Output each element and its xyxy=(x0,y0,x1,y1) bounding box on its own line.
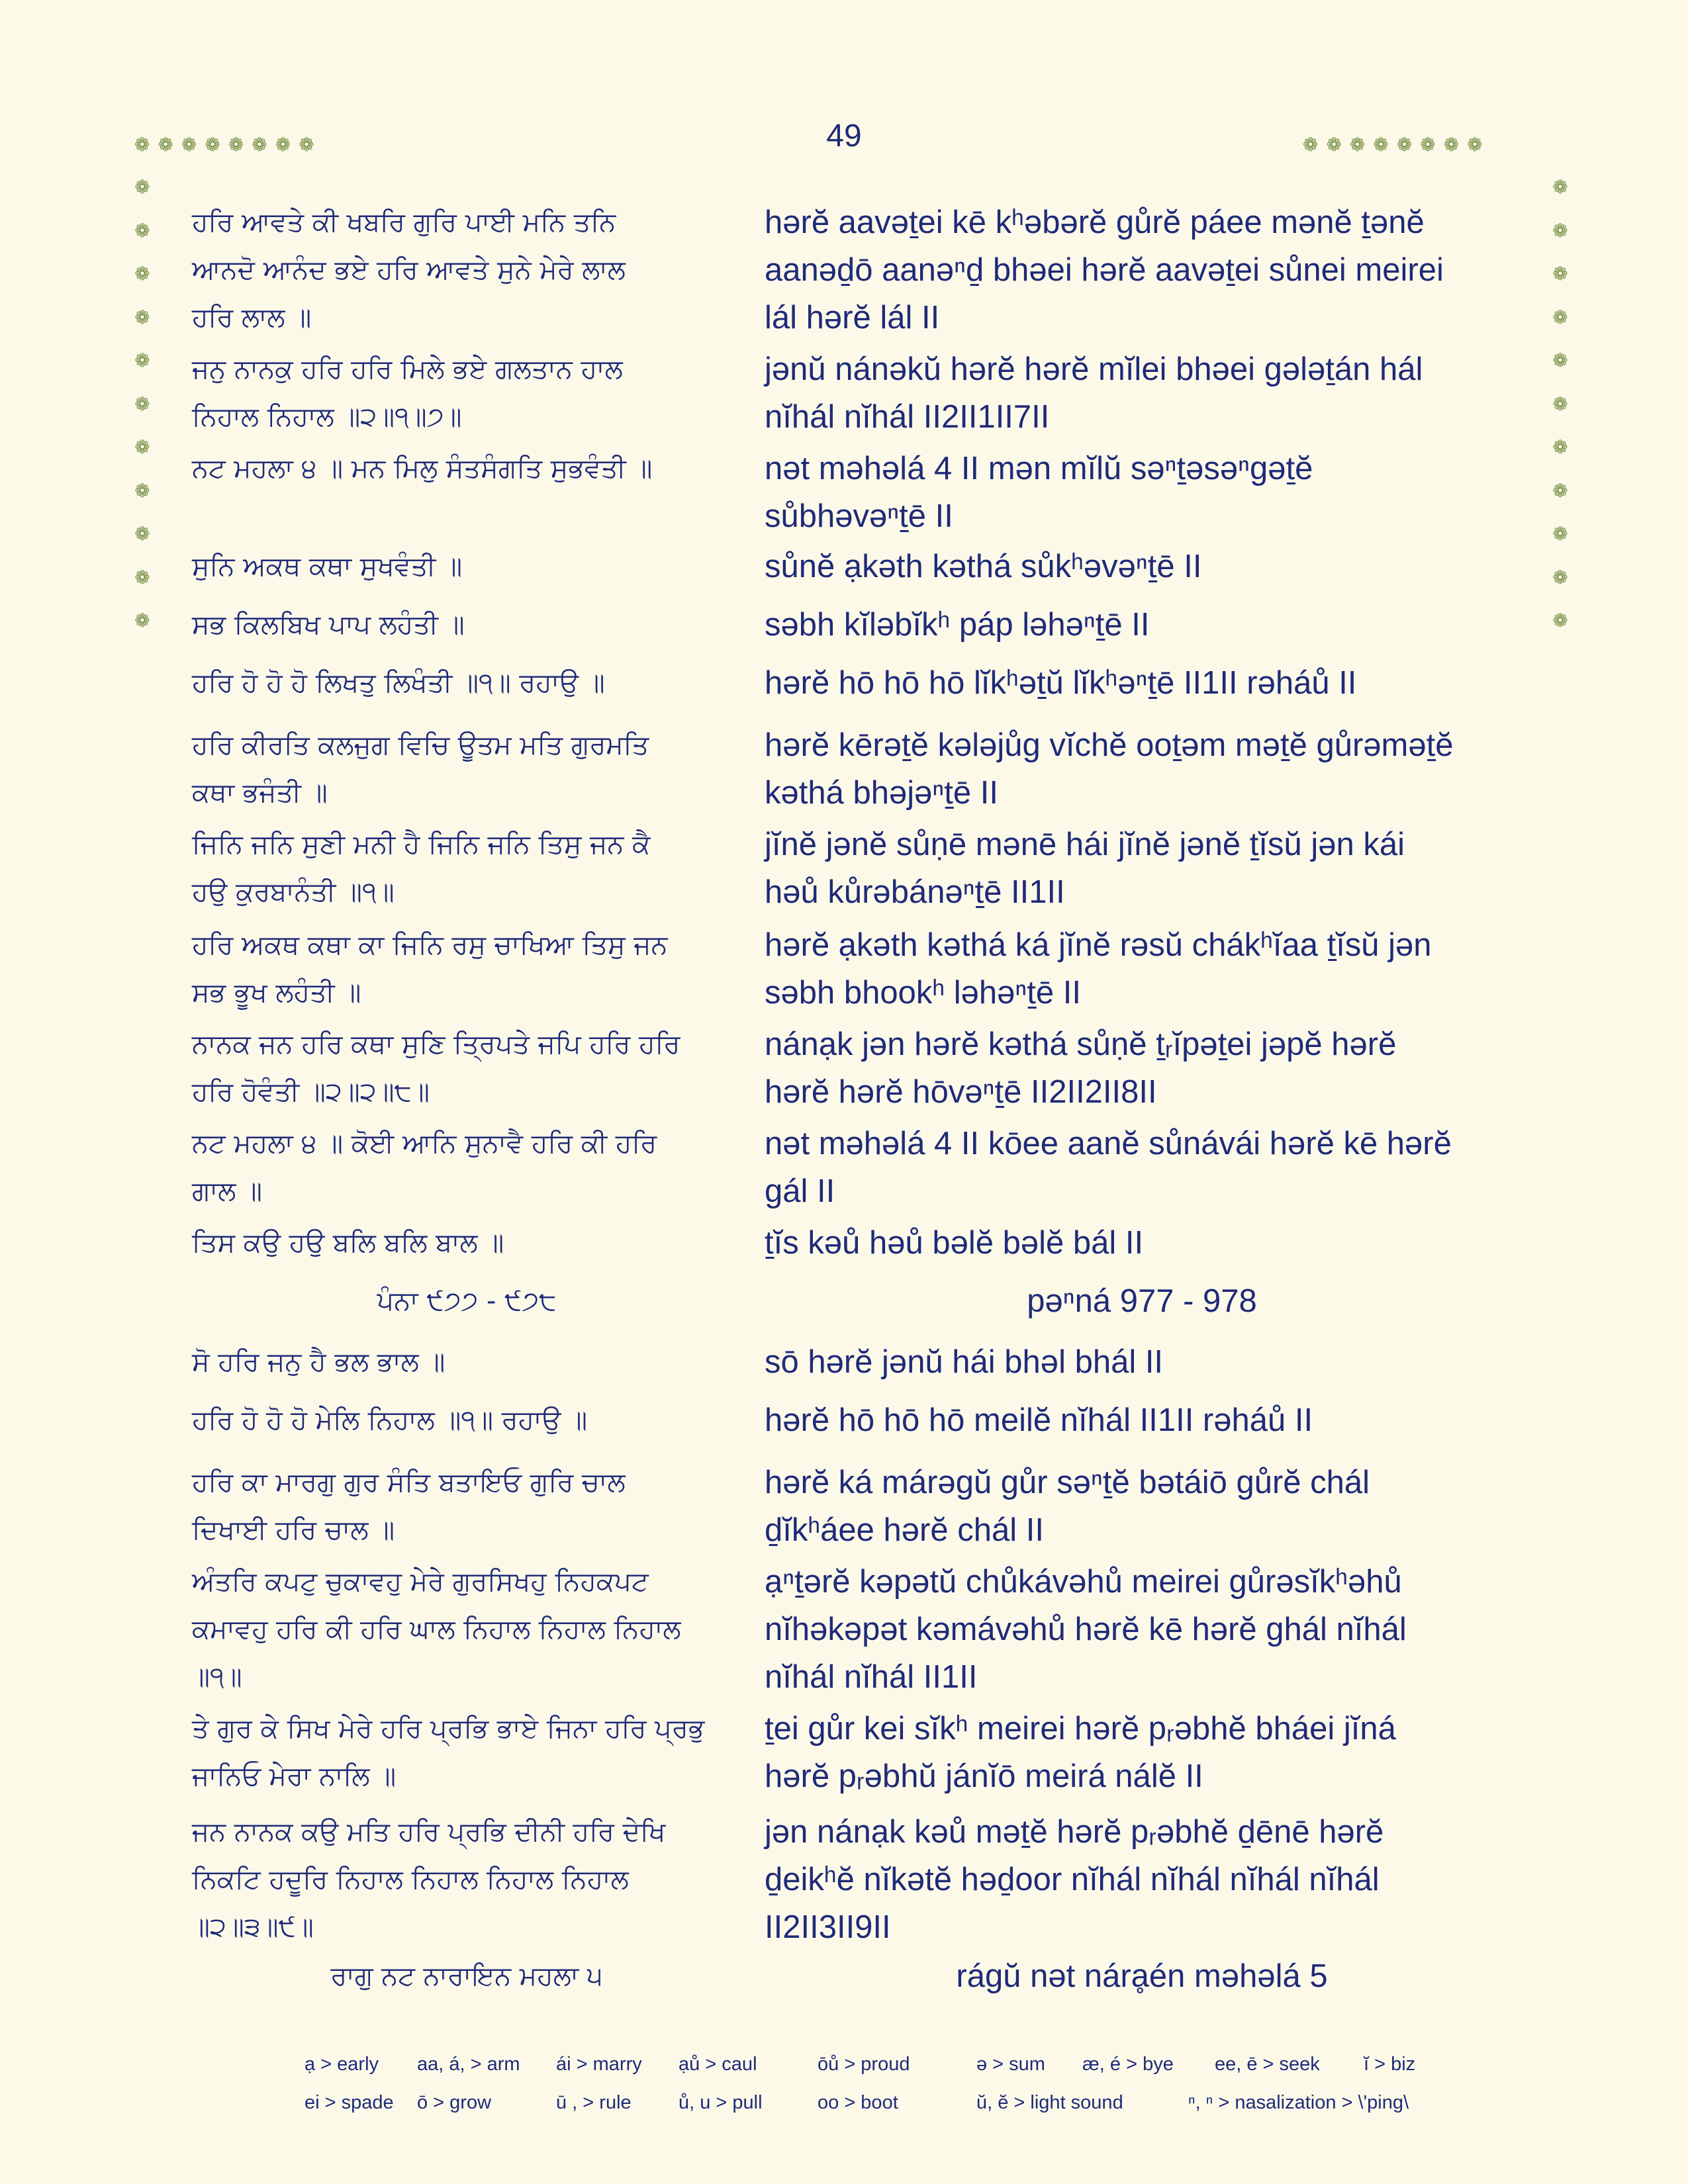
legend-item: ei > spade xyxy=(305,2091,394,2113)
gurmukhi-line: ਤੇ ਗੁਰ ਕੇ ਸਿਖ ਮੇਰੇ ਹਰਿ ਪ੍ਰਭਿ ਭਾਏ ਜਿਨਾ ਹਰਿ ਪ੍ਰਭੁ ਜਾਨਿਓ ਮੇਰਾ ਨਾਲਿ ॥ xyxy=(192,1713,705,1792)
gurmukhi-line: ਤਿਸ ਕਉ ਹਉ ਬਲਿ ਬਲਿ ਬਾਲ ॥ xyxy=(192,1228,504,1258)
legend-item: ōů > proud xyxy=(818,2053,910,2075)
ornament-column-left-icon: ❁ ❁ ❁ ❁ ❁ ❁ ❁ ❁ ❁ ❁ ❁ xyxy=(134,176,150,631)
transliteration-line: ṯei gůr kei sĭkʰ meirei hərĕ pᵣəbhĕ bháei jĭná hərĕ pᵣəbhŭ jánĭō meirá nálĕ II xyxy=(765,1711,1396,1794)
gurmukhi-line: ਨਾਨਕ ਜਨ ਹਰਿ ਕਥਾ ਸੁਣਿ ਤ੍ਰਿਪਤੇ ਜਪਿ ਹਰਿ ਹਰਿ ਹਰਿ ਹੋਵੰਤੀ ॥੨॥੨॥੮॥ xyxy=(192,1029,680,1107)
transliteration-line: jĭnĕ jənĕ sůṇē mənē hái jĭnĕ jənĕ ṯĭsŭ jən kái həů kůrəbánəⁿṯē II1II xyxy=(765,827,1405,910)
gurmukhi-line: ਜਨੁ ਨਾਨਕੁ ਹਰਿ ਹਰਿ ਮਿਲੇ ਭਏ ਗਲਤਾਨ ਹਾਲ ਨਿਹਾਲ ਨਿਹਾਲ ॥੨॥੧॥੭॥ xyxy=(192,354,623,432)
legend-item: aa, á, > arm xyxy=(417,2053,520,2075)
transliteration-line: jənŭ nánəkŭ hərĕ hərĕ mĭlei bhəei gələṯán hál nĭhál nĭhál II2II1II7II xyxy=(765,351,1423,435)
page-number: 49 xyxy=(826,118,862,154)
ornament-row-right-icon: ❁❁❁❁❁❁❁❁ xyxy=(1303,134,1491,156)
gurmukhi-line: ਸੁਨਿ ਅਕਥ ਕਥਾ ਸੁਖਵੰਤੀ ॥ xyxy=(192,551,463,582)
page-marker-gurmukhi: ਪੰਨਾ ੯੭੭ - ੯੭੮ xyxy=(377,1286,557,1316)
gurmukhi-line: ਅੰਤਰਿ ਕਪਟੁ ਚੁਕਾਵਹੁ ਮੇਰੇ ਗੁਰਸਿਖਹੁ ਨਿਹਕਪਟ ਕਮਾਵਹੁ ਹਰਿ ਕੀ ਹਰਿ ਘਾਲ ਨਿਹਾਲ ਨਿਹਾਲ ਨਿਹਾਲ ॥੧॥ xyxy=(192,1567,681,1692)
raag-heading-gurmukhi: ਰਾਗੁ ਨਟ ਨਾਰਾਇਨ ਮਹਲਾ ੫ xyxy=(330,1961,603,1991)
gurmukhi-line: ਸੋ ਹਰਿ ਜਨੁ ਹੈ ਭਲ ਭਾਲ ॥ xyxy=(192,1347,445,1377)
gurmukhi-line: ਹਰਿ ਕੀਰਤਿ ਕਲਜੁਗ ਵਿਚਿ ਊਤਮ ਮਤਿ ਗੁਰਮਤਿ ਕਥਾ ਭਜੰਤੀ ॥ xyxy=(192,730,649,808)
legend-item: ō > grow xyxy=(417,2091,492,2113)
gurmukhi-line: ਜਨ ਨਾਨਕ ਕਉ ਮਤਿ ਹਰਿ ਪ੍ਰਭਿ ਦੀਨੀ ਹਰਿ ਦੇਖਿ ਨਿਕਟਿ ਹਦੂਰਿ ਨਿਹਾਲ ਨਿਹਾਲ ਨਿਹਾਲ ਨਿਹਾਲ ॥੨॥੩॥੯॥ xyxy=(192,1817,666,1942)
gurmukhi-line: ਹਰਿ ਹੋ ਹੋ ਹੋ ਮੇਲਿ ਨਿਹਾਲ ॥੧॥ ਰਹਾਉ ॥ xyxy=(192,1405,588,1435)
transliteration-line: hərĕ hō hō hō lĭkʰəṯŭ lĭkʰəⁿṯē II1II rəháů II xyxy=(765,665,1357,701)
raag-heading-transliteration: rágŭ nət nárḁén məhəlá 5 xyxy=(956,1958,1328,1994)
transliteration-line: hərĕ hō hō hō meilĕ nĭhál II1II rəháů II xyxy=(765,1402,1313,1438)
gurmukhi-line: ਨਟ ਮਹਲਾ ੪ ॥ ਮਨ ਮਿਲੁ ਸੰਤਸੰਗਤਿ ਸੁਭਵੰਤੀ ॥ xyxy=(192,453,653,484)
transliteration-line: səbh kĭləbĭkʰ páp ləhəⁿṯē II xyxy=(765,607,1150,643)
ornament-column-right-icon: ❁ ❁ ❁ ❁ ❁ ❁ ❁ ❁ ❁ ❁ ❁ xyxy=(1552,176,1568,631)
legend-row xyxy=(305,2083,1496,2122)
gurmukhi-line: ਹਰਿ ਕਾ ਮਾਰਗੁ ਗੁਰ ਸੰਤਿ ਬਤਾਇਓ ਗੁਰਿ ਚਾਲ ਦਿਖਾਈ ਹਰਿ ਚਾਲ ॥ xyxy=(192,1467,626,1545)
legend-item: ů, u > pull xyxy=(679,2091,763,2113)
pronunciation-legend xyxy=(305,2045,1496,2122)
transliteration-line: hərĕ aavəṯei kē kʰəbərĕ gůrĕ páee mənĕ ṯənĕ aanəḏō aanəⁿḏ bhəei hərĕ aavəṯei sůnei meirei lál hərĕ lál II xyxy=(765,205,1444,336)
transliteration-line: sō hərĕ jənŭ hái bhəl bhál II xyxy=(765,1344,1164,1380)
legend-item: ạ > early xyxy=(305,2053,379,2075)
transliteration-line: nət məhəlá 4 II mən mĭlŭ səⁿṯəsəⁿgəṯĕ sůbhəvəⁿṯē II xyxy=(765,451,1313,534)
transliteration-line: hərĕ ká márəgŭ gůr səⁿṯĕ bətáiō gůrĕ chál ḏĭkʰáee hərĕ chál II xyxy=(765,1465,1370,1548)
legend-item: ĭ > biz xyxy=(1364,2053,1416,2075)
legend-item: ŭ, ĕ > light sound xyxy=(976,2091,1123,2113)
gurmukhi-line: ਜਿਨਿ ਜਨਿ ਸੁਣੀ ਮਨੀ ਹੈ ਜਿਨਿ ਜਨਿ ਤਿਸੁ ਜਨ ਕੈ ਹਉ ਕੁਰਬਾਨੰਤੀ ॥੧॥ xyxy=(192,829,651,907)
transliteration-line: nət məhəlá 4 II kōee aanĕ sůnávái hərĕ kē hərĕ gál II xyxy=(765,1126,1452,1209)
ornament-row-left-icon: ❁❁❁❁❁❁❁❁ xyxy=(134,134,322,156)
legend-item: oo > boot xyxy=(818,2091,898,2113)
transliteration-line: ṯĭs kəů həů bəlĕ bəlĕ bál II xyxy=(765,1225,1144,1261)
transliteration-line: nánạk jən hərĕ kəthá sůṇĕ ṯᵣĭpəṯei jəpĕ hərĕ hərĕ hərĕ hōvəⁿṯē II2II2II8II xyxy=(765,1026,1397,1110)
page-marker-transliteration: pəⁿná 977 - 978 xyxy=(1027,1283,1257,1319)
gurmukhi-line: ਹਰਿ ਆਵਤੇ ਕੀ ਖਬਰਿ ਗੁਰਿ ਪਾਈ ਮਨਿ ਤਨਿ ਆਨਦੋ ਆਨੰਦ ਭਏ ਹਰਿ ਆਵਤੇ ਸੁਨੇ ਮੇਰੇ ਲਾਲ ਹਰਿ ਲਾਲ ॥ xyxy=(192,207,626,333)
legend-item: ee, ē > seek xyxy=(1215,2053,1320,2075)
transliteration-line: sůnĕ ạkəth kəthá sůkʰəvəⁿṯē II xyxy=(765,549,1202,584)
gurmukhi-line: ਨਟ ਮਹਲਾ ੪ ॥ ਕੋਈ ਆਨਿ ਸੁਨਾਵੈ ਹਰਿ ਕੀ ਹਰਿ ਗਾਲ ॥ xyxy=(192,1128,657,1206)
legend-item: æ, é > bye xyxy=(1082,2053,1174,2075)
legend-row xyxy=(305,2045,1496,2083)
transliteration-line: jən nánạk kəů məṯĕ hərĕ pᵣəbhĕ ḏēnē hərĕ ḏeikʰĕ nĭkətĕ həḏoor nĭhál nĭhál nĭhál nĭhál II2II3II9II xyxy=(765,1814,1384,1945)
gurmukhi-line: ਸਭ ਕਿਲਬਿਖ ਪਾਪ ਲਹੰਤੀ ॥ xyxy=(192,610,465,640)
transliteration-line: ạⁿṯərĕ kəpətŭ chůkávəhů meirei gůrəsĭkʰəhů nĭhəkəpət kəmávəhů hərĕ kē hərĕ ghál nĭhál nĭhál nĭhál II1II xyxy=(765,1564,1407,1695)
legend-item: ū , > rule xyxy=(556,2091,632,2113)
legend-item: ái > marry xyxy=(556,2053,642,2075)
legend-item: ə > sum xyxy=(976,2053,1045,2075)
gurmukhi-line: ਹਰਿ ਹੋ ਹੋ ਹੋ ਲਿਖਤੁ ਲਿਖੰਤੀ ॥੧॥ ਰਹਾਉ ॥ xyxy=(192,668,605,698)
legend-item: ạů > caul xyxy=(679,2053,757,2075)
transliteration-line: hərĕ kērəṯĕ kələjůg vĭchĕ ooṯəm məṯĕ gůrəməṯĕ kəthá bhəjəⁿṯē II xyxy=(765,727,1454,811)
gurmukhi-line: ਹਰਿ ਅਕਥ ਕਥਾ ਕਾ ਜਿਨਿ ਰਸੁ ਚਾਖਿਆ ਤਿਸੁ ਜਨ ਸਭ ਭੂਖ ਲਹੰਤੀ ॥ xyxy=(192,930,668,1008)
transliteration-line: hərĕ ạkəth kəthá ká jĭnĕ rəsŭ chákʰĭaa ṯĭsŭ jən səbh bhookʰ ləhəⁿṯē II xyxy=(765,927,1432,1011)
legend-item: ⁿ, ⁿ > nasalization > \'ping\ xyxy=(1188,2091,1409,2113)
